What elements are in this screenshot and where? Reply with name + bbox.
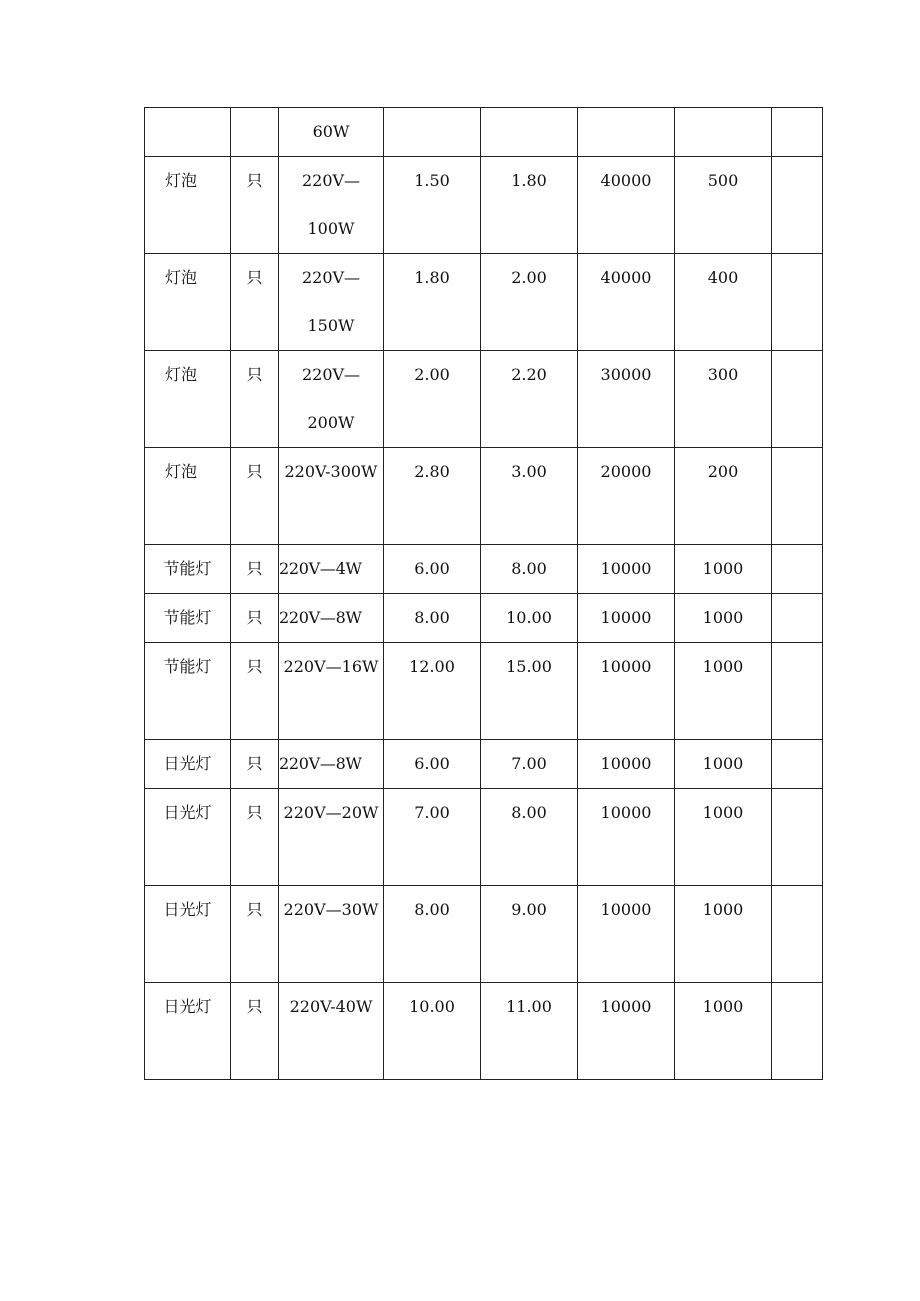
unit-cell: 只 bbox=[231, 643, 279, 740]
price-2-cell: 1.80 bbox=[481, 157, 578, 254]
quantity-cell: 1000 bbox=[675, 594, 772, 643]
unit-cell: 只 bbox=[231, 594, 279, 643]
note-cell bbox=[772, 108, 823, 157]
spec-cell: 220V—200W bbox=[279, 351, 384, 448]
life-cell: 40000 bbox=[578, 254, 675, 351]
item-name-cell: 日光灯 bbox=[145, 886, 231, 983]
table-row bbox=[145, 594, 823, 643]
price-1-cell: 1.50 bbox=[384, 157, 481, 254]
note-cell bbox=[772, 351, 823, 448]
price-1-cell: 6.00 bbox=[384, 545, 481, 594]
item-name-cell: 节能灯 bbox=[145, 545, 231, 594]
quantity-cell bbox=[675, 108, 772, 157]
life-cell: 30000 bbox=[578, 351, 675, 448]
quantity-cell: 1000 bbox=[675, 789, 772, 886]
quantity-cell: 400 bbox=[675, 254, 772, 351]
price-1-cell: 8.00 bbox=[384, 886, 481, 983]
unit-cell bbox=[231, 108, 279, 157]
spec-cell: 220V—100W bbox=[279, 157, 384, 254]
table-row bbox=[145, 740, 823, 789]
note-cell bbox=[772, 740, 823, 789]
price-1-cell: 2.00 bbox=[384, 351, 481, 448]
table-row bbox=[145, 448, 823, 545]
item-name-cell: 日光灯 bbox=[145, 983, 231, 1080]
table-row bbox=[145, 789, 823, 886]
price-2-cell: 7.00 bbox=[481, 740, 578, 789]
spec-cell: 60W bbox=[279, 108, 384, 157]
note-cell bbox=[772, 545, 823, 594]
note-cell bbox=[772, 643, 823, 740]
spec-cell: 220V—20W bbox=[279, 789, 384, 886]
table-row bbox=[145, 157, 823, 254]
item-name-cell: 灯泡 bbox=[145, 254, 231, 351]
price-2-cell: 2.20 bbox=[481, 351, 578, 448]
price-table bbox=[144, 107, 823, 1080]
table-row bbox=[145, 545, 823, 594]
life-cell: 10000 bbox=[578, 886, 675, 983]
life-cell: 10000 bbox=[578, 545, 675, 594]
note-cell bbox=[772, 254, 823, 351]
quantity-cell: 300 bbox=[675, 351, 772, 448]
price-2-cell: 2.00 bbox=[481, 254, 578, 351]
spec-cell: 220V-40W bbox=[279, 983, 384, 1080]
life-cell: 10000 bbox=[578, 740, 675, 789]
quantity-cell: 200 bbox=[675, 448, 772, 545]
price-1-cell bbox=[384, 108, 481, 157]
unit-cell: 只 bbox=[231, 886, 279, 983]
note-cell bbox=[772, 157, 823, 254]
spec-cell: 220V-300W bbox=[279, 448, 384, 545]
note-cell bbox=[772, 789, 823, 886]
life-cell bbox=[578, 108, 675, 157]
item-name-cell: 日光灯 bbox=[145, 740, 231, 789]
spec-cell: 220V—8W bbox=[279, 594, 384, 643]
price-1-cell: 6.00 bbox=[384, 740, 481, 789]
price-2-cell: 8.00 bbox=[481, 789, 578, 886]
quantity-cell: 500 bbox=[675, 157, 772, 254]
table-row bbox=[145, 983, 823, 1080]
price-1-cell: 2.80 bbox=[384, 448, 481, 545]
quantity-cell: 1000 bbox=[675, 740, 772, 789]
unit-cell: 只 bbox=[231, 351, 279, 448]
price-2-cell bbox=[481, 108, 578, 157]
item-name-cell: 节能灯 bbox=[145, 594, 231, 643]
quantity-cell: 1000 bbox=[675, 983, 772, 1080]
note-cell bbox=[772, 594, 823, 643]
table-row bbox=[145, 886, 823, 983]
life-cell: 20000 bbox=[578, 448, 675, 545]
price-1-cell: 1.80 bbox=[384, 254, 481, 351]
unit-cell: 只 bbox=[231, 254, 279, 351]
price-2-cell: 8.00 bbox=[481, 545, 578, 594]
price-1-cell: 8.00 bbox=[384, 594, 481, 643]
price-1-cell: 12.00 bbox=[384, 643, 481, 740]
unit-cell: 只 bbox=[231, 157, 279, 254]
life-cell: 10000 bbox=[578, 594, 675, 643]
life-cell: 10000 bbox=[578, 789, 675, 886]
spec-cell: 220V—150W bbox=[279, 254, 384, 351]
spec-cell: 220V—4W bbox=[279, 545, 384, 594]
note-cell bbox=[772, 983, 823, 1080]
item-name-cell: 灯泡 bbox=[145, 448, 231, 545]
unit-cell: 只 bbox=[231, 545, 279, 594]
note-cell bbox=[772, 448, 823, 545]
price-2-cell: 9.00 bbox=[481, 886, 578, 983]
table-row bbox=[145, 108, 823, 157]
quantity-cell: 1000 bbox=[675, 886, 772, 983]
note-cell bbox=[772, 886, 823, 983]
item-name-cell: 灯泡 bbox=[145, 157, 231, 254]
item-name-cell: 日光灯 bbox=[145, 789, 231, 886]
table-row bbox=[145, 254, 823, 351]
item-name-cell: 灯泡 bbox=[145, 351, 231, 448]
spec-cell: 220V—30W bbox=[279, 886, 384, 983]
unit-cell: 只 bbox=[231, 740, 279, 789]
life-cell: 10000 bbox=[578, 983, 675, 1080]
price-2-cell: 10.00 bbox=[481, 594, 578, 643]
unit-cell: 只 bbox=[231, 789, 279, 886]
unit-cell: 只 bbox=[231, 448, 279, 545]
spec-cell: 220V—8W bbox=[279, 740, 384, 789]
life-cell: 10000 bbox=[578, 643, 675, 740]
quantity-cell: 1000 bbox=[675, 545, 772, 594]
item-name-cell bbox=[145, 108, 231, 157]
price-1-cell: 7.00 bbox=[384, 789, 481, 886]
life-cell: 40000 bbox=[578, 157, 675, 254]
unit-cell: 只 bbox=[231, 983, 279, 1080]
price-2-cell: 11.00 bbox=[481, 983, 578, 1080]
item-name-cell: 节能灯 bbox=[145, 643, 231, 740]
table-row bbox=[145, 643, 823, 740]
quantity-cell: 1000 bbox=[675, 643, 772, 740]
table-row bbox=[145, 351, 823, 448]
spec-cell: 220V—16W bbox=[279, 643, 384, 740]
price-2-cell: 15.00 bbox=[481, 643, 578, 740]
price-1-cell: 10.00 bbox=[384, 983, 481, 1080]
price-2-cell: 3.00 bbox=[481, 448, 578, 545]
